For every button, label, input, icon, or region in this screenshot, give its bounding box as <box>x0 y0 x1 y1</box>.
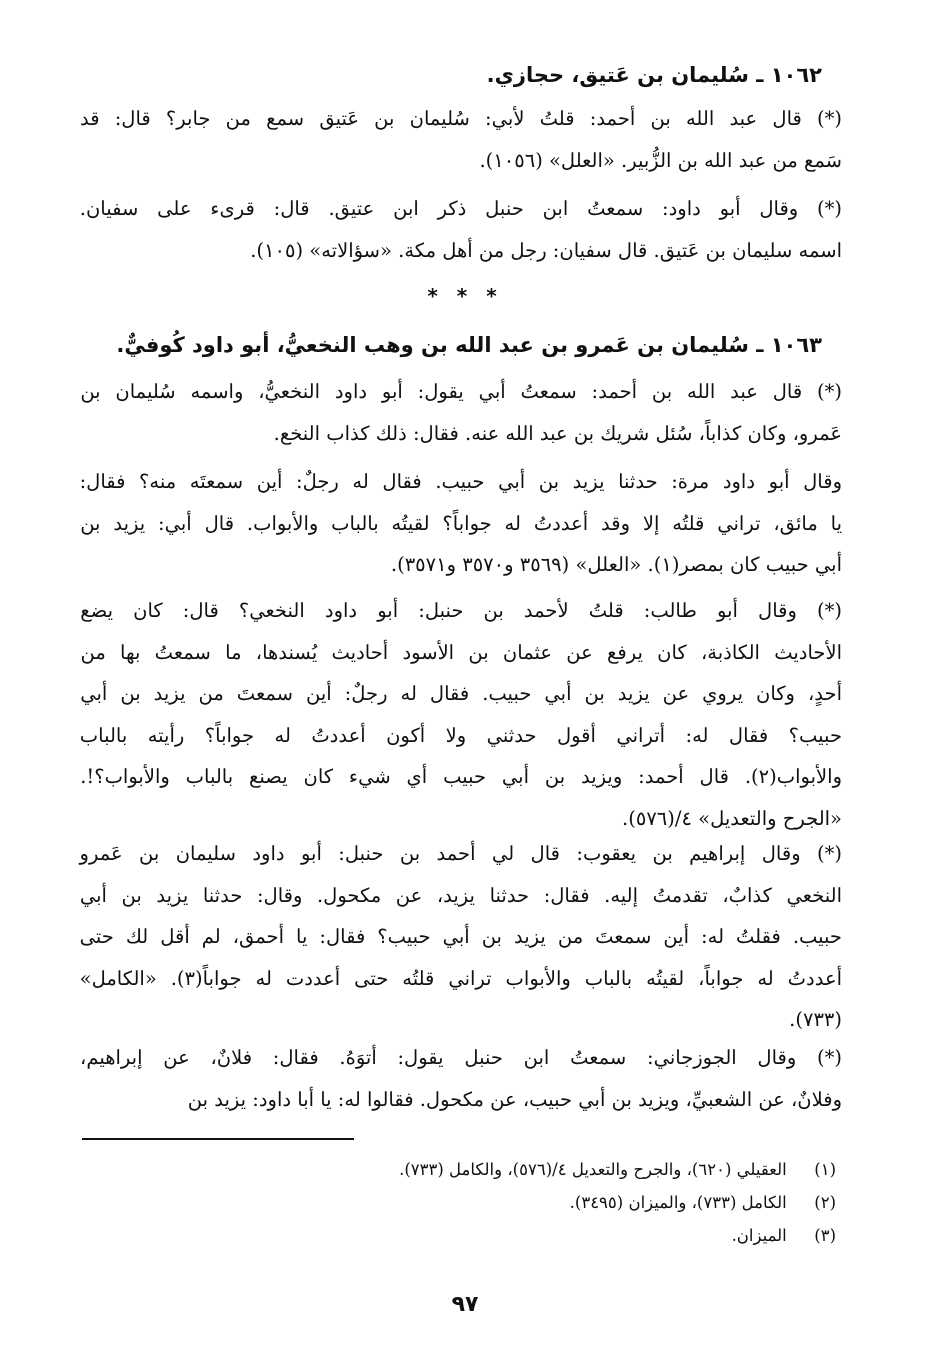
text-line: النخعي كذابٌ، تقدمتُ إليه. فقال: حدثنا يزيد، عن مكحول. وقال: حدثنا يزيد بن أبي <box>79 883 842 907</box>
footnote-text: الميزان. <box>731 1226 787 1245</box>
text-line: (*) وقال إبراهيم بن يعقوب: قال لي أحمد بن حنبل: أبو داود سليمان بن عَمرو <box>79 842 842 865</box>
paragraph-1063-3 <box>80 590 842 839</box>
footnote-number: (١) <box>814 1160 836 1179</box>
text-line: حبيب. فقلتُ له: أين سمعتَ من يزيد بن أبي حبيب؟ فقال: يا أحمق، لم أقل لك حتى <box>79 925 842 948</box>
text-line: الأحاديث الكاذبة، كان يرفع عن عثمان بن الأسود أحاديث يُسندها، ما سمعتُ بها من <box>80 640 842 664</box>
text-line: يا مائق، تراني قلتُه إلا وقد أعددتُ له جواباً؟ لقيتُه بالباب والأبواب. قال أبي: يزيد بن <box>80 511 842 535</box>
text-line: وفلانٌ، عن الشعبيِّ، ويزيد بن أبي حبيب، عن مكحول. فقالوا له: يا أبا داود: يزيد بن <box>187 1087 842 1111</box>
text-line: (٧٣٣). <box>789 1008 842 1031</box>
text-line: أبي حبيب كان بمصر(١). «العلل» (٣٥٦٩ و٣٥٧٠ و٣٥٧١). <box>390 553 842 576</box>
text-line: أحدٍ، وكان يروي عن يزيد بن أبي حبيب. فقال له رجلٌ: أين سمعتَ من يزيد بن أبي <box>80 682 842 705</box>
text-line: والأبواب(٢). قال أحمد: ويزيد بن أبي حبيب أي شيء كان يصنع بالباب والأبواب؟!. <box>80 765 842 788</box>
footnote-item <box>76 1219 836 1252</box>
text-line: (*) قال عبد الله بن أحمد: قلتُ لأبي: سُليمان بن عَتيق سمع من جابر؟ قال: قد <box>79 107 842 130</box>
section-separator: * * * <box>427 284 503 308</box>
text-line: حبيب؟ فقال له: أتراني أقول حدثني ولا أكون أعددتُ له جواباً؟ رأيته بالباب <box>79 723 842 747</box>
footnote-number: (٢) <box>814 1193 836 1212</box>
text-line: وقال أبو داود مرة: حدثنا يزيد بن أبي حبيب. فقال له رجلٌ: أين سمعتَه منه؟ فقال: <box>79 470 842 493</box>
footnote-item <box>76 1153 836 1186</box>
entry-title-1063: ١٠٦٣ ـ سُليمان بن عَمرو بن عبد الله بن وهب النخعيُّ، أبو داود كُوفيٌّ. <box>116 333 822 357</box>
text-line: «الجرح والتعديل» ٤/(٥٧٦). <box>622 806 842 830</box>
footnote-number: (٣) <box>814 1226 836 1245</box>
footnote-item <box>76 1186 836 1219</box>
text-line: أعددتُ له جواباً، لقيتُه بالباب والأبواب تراني قلتُه حتى أعددت له جواباً(٣). «الكامل» <box>79 966 842 990</box>
footnote-text: الكامل (٧٣٣)، والميزان (٣٤٩٥). <box>569 1193 787 1212</box>
paragraph-1062-1 <box>80 98 842 181</box>
footnote-divider <box>82 1138 354 1140</box>
text-line: (*) وقال أبو طالب: قلتُ لأحمد بن حنبل: أبو داود النخعي؟ قال: كان يضع <box>80 599 842 622</box>
page-number: ٩٧ <box>451 1292 479 1317</box>
footnote-text: العقيلي (٦٢٠)، والجرح والتعديل ٤/(٥٧٦)، والكامل (٧٣٣). <box>399 1160 787 1179</box>
entry-title-1062: ١٠٦٢ ـ سُليمان بن عَتيق، حجازي. <box>486 63 822 87</box>
paragraph-1063-1 <box>80 371 842 454</box>
text-line: (*) وقال الجوزجاني: سمعتُ ابن حنبل يقول: أتوَهُ. فقال: فلانٌ، عن إبراهيم، <box>80 1046 842 1069</box>
paragraph-1063-2 <box>80 461 842 586</box>
text-line: سَمع من عبد الله بن الزُّبير. «العلل» (١٠٥٦). <box>479 148 842 172</box>
paragraph-1063-5 <box>80 1037 842 1120</box>
paragraph-1062-2 <box>80 188 842 271</box>
paragraph-1063-4 <box>80 833 842 1041</box>
text-line: عَمرو، وكان كذاباً، سُئل شريك بن عبد الله عنه. فقال: ذلك كذاب النخع. <box>273 421 842 445</box>
text-line: (*) وقال أبو داود: سمعتُ ابن حنبل ذكر ابن عتيق. قال: قرىء على سفيان. <box>79 197 842 220</box>
footnotes <box>76 1153 836 1252</box>
text-line: (*) قال عبد الله بن أحمد: سمعتُ أبي يقول: أبو داود النخعيُّ، واسمه سُليمان بن <box>80 380 842 403</box>
text-line: اسمه سليمان بن عَتيق. قال سفيان: رجل من أهل مكة. «سؤالاته» (١٠٥). <box>250 238 842 262</box>
